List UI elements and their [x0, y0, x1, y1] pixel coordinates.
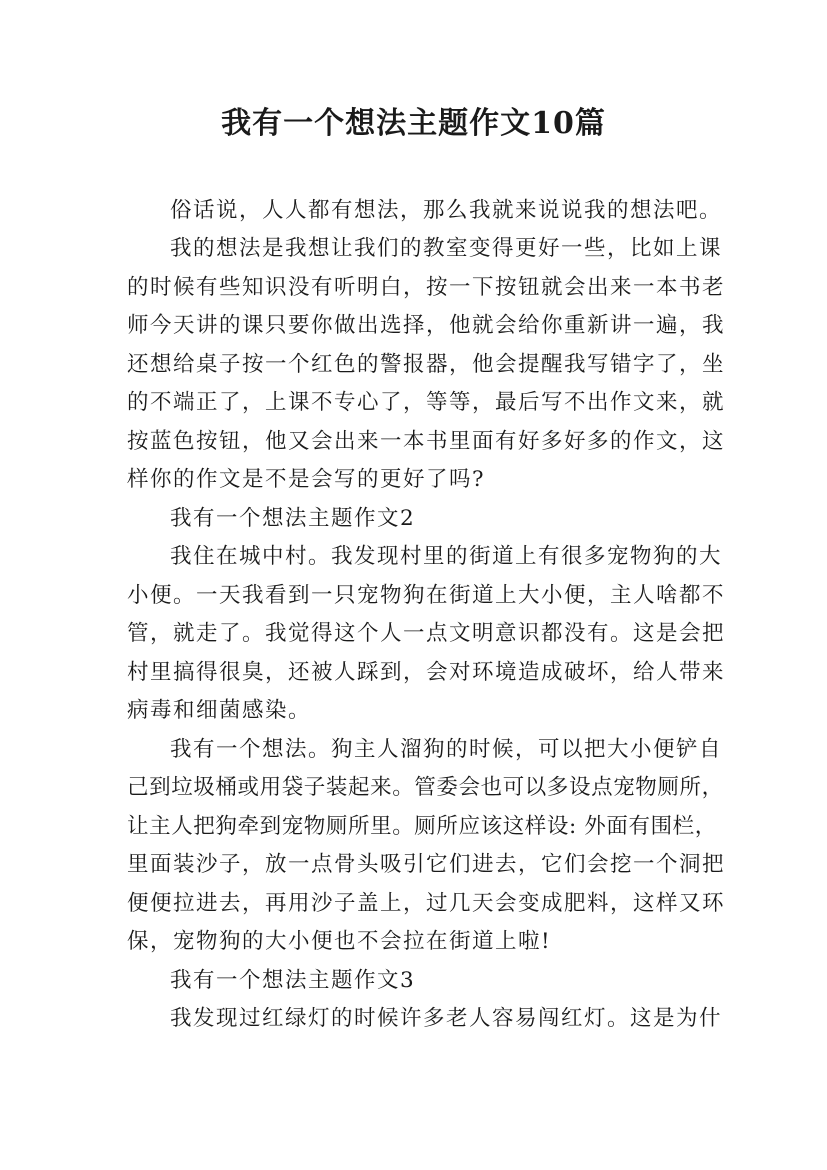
text-line: 我住在城中村。我发现村里的街道上有很多宠物狗的大 [170, 544, 723, 569]
text-line: 我发现过红绿灯的时候许多老人容易闯红灯。这是为什 [170, 1006, 723, 1031]
text-line: 让主人把狗牵到宠物厕所里。厕所应该这样设: 外面有围栏， [127, 814, 717, 839]
text-line: 己到垃圾桶或用袋子装起来。管委会也可以多设点宠物厕所， [127, 775, 724, 800]
text-line: 师今天讲的课只要你做出选择，他就会给你重新讲一遍，我 [127, 313, 726, 338]
text-line: 管，就走了。我觉得这个人一点文明意识都没有。这是会把 [127, 621, 726, 646]
text-line: 便便拉进去，再用沙子盖上，过几天会变成肥料，这样又环 [127, 891, 726, 916]
text-line: 我有一个想法。狗主人溜狗的时候，可以把大小便铲自 [170, 737, 723, 762]
text-line: 的时候有些知识没有听明白，按一下按钮就会出来一本书老 [127, 275, 726, 300]
text-line: 还想给桌子按一个红色的警报器，他会提醒我写错字了，坐 [127, 352, 726, 377]
text-line: 按蓝色按钮，他又会出来一本书里面有好多好多的作文，这 [127, 429, 726, 454]
text-line: 小便。一天我看到一只宠物狗在街道上大小便，主人啥都不 [127, 583, 726, 608]
text-line: 我的想法是我想让我们的教室变得更好一些，比如上课 [170, 236, 723, 261]
text-line: 的不端正了，上课不专心了，等等，最后写不出作文来，就 [127, 390, 726, 415]
text-line: 村里搞得很臭，还被人踩到，会对环境造成破坏，给人带来 [127, 660, 726, 685]
text-line: 俗话说，人人都有想法，那么我就来说说我的想法吧。 [170, 198, 723, 223]
section-heading: 我有一个想法主题作文2 [170, 506, 416, 531]
text-line: 保，宠物狗的大小便也不会拉在街道上啦! [127, 929, 552, 954]
section-heading: 我有一个想法主题作文3 [170, 968, 416, 993]
text-line: 样你的作文是不是会写的更好了吗? [127, 467, 486, 492]
document-title: 我有一个想法主题作文10篇 [221, 106, 606, 141]
text-line: 病毒和细菌感染。 [127, 698, 312, 723]
text-line: 里面装沙子，放一点骨头吸引它们进去，它们会挖一个洞把 [127, 852, 726, 877]
